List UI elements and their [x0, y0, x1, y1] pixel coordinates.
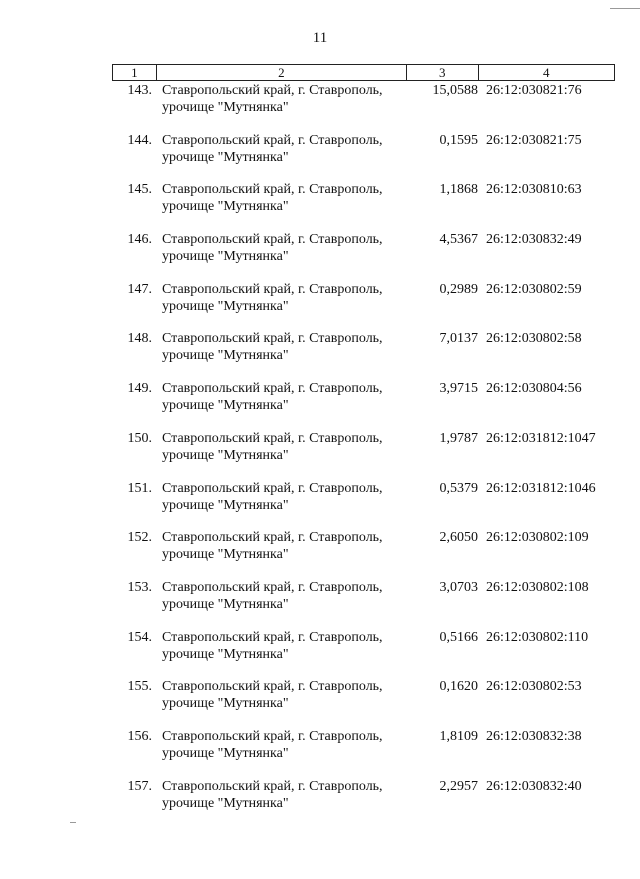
row-area: 1,9787: [439, 430, 478, 446]
row-cadastral-number: 26:12:030802:108: [486, 579, 589, 595]
address-line-1: Ставропольский край, г. Ставрополь,: [162, 232, 383, 248]
row-number: 155.: [127, 679, 152, 695]
row-address: [162, 430, 407, 464]
address-line-2: урочище "Мутнянка": [162, 596, 289, 612]
table-row: [112, 629, 622, 679]
row-cadastral-number: 26:12:030821:76: [486, 83, 582, 98]
table-row: [112, 82, 622, 132]
table-row: [112, 330, 622, 380]
address-line-2: урочище "Мутнянка": [162, 795, 289, 811]
row-area: 0,1595: [439, 132, 478, 148]
address-line-2: урочище "Мутнянка": [162, 199, 289, 215]
address-line-1: Ставропольский край, г. Ставрополь,: [162, 629, 383, 645]
column-header-1: 1: [113, 65, 157, 80]
row-number: 147.: [127, 281, 152, 297]
address-line-2: урочище "Мутнянка": [162, 646, 289, 662]
row-address: [162, 132, 407, 166]
row-cadastral-number: 26:12:030821:75: [486, 132, 582, 148]
address-line-2: урочище "Мутнянка": [162, 348, 289, 364]
row-cadastral-number: 26:12:030802:53: [486, 679, 582, 695]
address-line-2: урочище "Мутнянка": [162, 547, 289, 563]
row-number: 151.: [127, 480, 152, 496]
address-line-1: Ставропольский край, г. Ставрополь,: [162, 530, 383, 546]
table-row: [112, 579, 622, 629]
row-area: 1,1868: [439, 182, 478, 198]
row-area: 2,2957: [439, 778, 478, 794]
row-number: 145.: [127, 182, 152, 198]
row-area: 3,9715: [439, 381, 478, 397]
row-area: 4,5367: [439, 232, 478, 248]
row-cadastral-number: 26:12:030832:49: [486, 232, 582, 248]
address-line-1: Ставропольский край, г. Ставрополь,: [162, 381, 383, 397]
table-row: [112, 728, 622, 778]
row-number: 154.: [127, 629, 152, 645]
address-line-2: урочище "Мутнянка": [162, 249, 289, 265]
table-row: [112, 778, 622, 828]
address-line-1: Ставропольский край, г. Ставрополь,: [162, 480, 383, 496]
address-line-2: урочище "Мутнянка": [162, 745, 289, 761]
row-area: 0,5166: [439, 629, 478, 645]
address-line-2: урочище "Мутнянка": [162, 100, 289, 115]
row-area: 1,8109: [439, 728, 478, 744]
address-line-1: Ставропольский край, г. Ставрополь,: [162, 430, 383, 446]
row-cadastral-number: 26:12:031812:1046: [486, 480, 596, 496]
table-body: [112, 82, 622, 827]
row-number: 157.: [127, 778, 152, 794]
table-row: [112, 380, 622, 430]
row-address: [162, 231, 407, 265]
row-area: 15,0588: [432, 83, 478, 98]
row-cadastral-number: 26:12:030810:63: [486, 182, 582, 198]
scan-mark-bottom: [70, 822, 76, 823]
row-address: [162, 629, 407, 663]
address-line-1: Ставропольский край, г. Ставрополь,: [162, 728, 383, 744]
address-line-2: урочище "Мутнянка": [162, 298, 289, 314]
row-address: [162, 330, 407, 364]
address-line-2: урочище "Мутнянка": [162, 447, 289, 463]
row-number: 150.: [127, 430, 152, 446]
row-area: 7,0137: [439, 331, 478, 347]
row-cadastral-number: 26:12:030802:109: [486, 530, 589, 546]
row-address: [162, 82, 407, 116]
address-line-1: Ставропольский край, г. Ставрополь,: [162, 83, 383, 98]
table-row: [112, 231, 622, 281]
table-row: [112, 678, 622, 728]
column-header-4: 4: [543, 65, 550, 80]
row-area: 0,1620: [439, 679, 478, 695]
address-line-1: Ставропольский край, г. Ставрополь,: [162, 679, 383, 695]
address-line-2: урочище "Мутнянка": [162, 497, 289, 513]
address-line-1: Ставропольский край, г. Ставрополь,: [162, 132, 383, 148]
address-line-1: Ставропольский край, г. Ставрополь,: [162, 579, 383, 595]
address-line-2: урочище "Мутнянка": [162, 696, 289, 712]
row-number: 148.: [127, 331, 152, 347]
row-cadastral-number: 26:12:030804:56: [486, 381, 582, 397]
address-line-2: урочище "Мутнянка": [162, 398, 289, 414]
row-address: [162, 281, 407, 315]
column-header-3: 3: [407, 65, 479, 80]
address-line-1: Ставропольский край, г. Ставрополь,: [162, 281, 383, 297]
table-header: [112, 64, 615, 81]
row-number: 144.: [127, 132, 152, 148]
row-number: 146.: [127, 232, 152, 248]
address-line-2: урочище "Мутнянка": [162, 149, 289, 165]
scan-mark-top: [610, 8, 640, 9]
row-address: [162, 579, 407, 613]
row-area: 3,0703: [439, 579, 478, 595]
row-area: 2,6050: [439, 530, 478, 546]
row-cadastral-number: 26:12:030802:110: [486, 629, 589, 645]
table-row: [112, 480, 622, 530]
row-cadastral-number: 26:12:030802:58: [486, 331, 582, 347]
row-cadastral-number: 26:12:031812:1047: [486, 430, 596, 446]
row-cadastral-number: 26:12:030802:59: [486, 281, 582, 297]
row-address: [162, 480, 407, 514]
row-address: [162, 529, 407, 563]
row-number: 149.: [127, 381, 152, 397]
table-row: [112, 132, 622, 182]
column-header-2: 2: [157, 65, 407, 80]
row-address: [162, 728, 407, 762]
table-row: [112, 430, 622, 480]
table-row: [112, 529, 622, 579]
address-line-1: Ставропольский край, г. Ставрополь,: [162, 182, 383, 198]
row-area: 0,5379: [439, 480, 478, 496]
table-row: [112, 281, 622, 331]
address-line-1: Ставропольский край, г. Ставрополь,: [162, 778, 383, 794]
row-address: [162, 181, 407, 215]
row-number: 152.: [127, 530, 152, 546]
row-number: 156.: [127, 728, 152, 744]
row-number: 153.: [127, 579, 152, 595]
row-address: [162, 678, 407, 712]
table-row: [112, 181, 622, 231]
row-number: 143.: [127, 83, 152, 98]
row-area: 0,2989: [439, 281, 478, 297]
row-cadastral-number: 26:12:030832:40: [486, 778, 582, 794]
row-address: [162, 778, 407, 812]
page-number: 11: [312, 30, 328, 46]
row-cadastral-number: 26:12:030832:38: [486, 728, 582, 744]
address-line-1: Ставропольский край, г. Ставрополь,: [162, 331, 383, 347]
row-address: [162, 380, 407, 414]
